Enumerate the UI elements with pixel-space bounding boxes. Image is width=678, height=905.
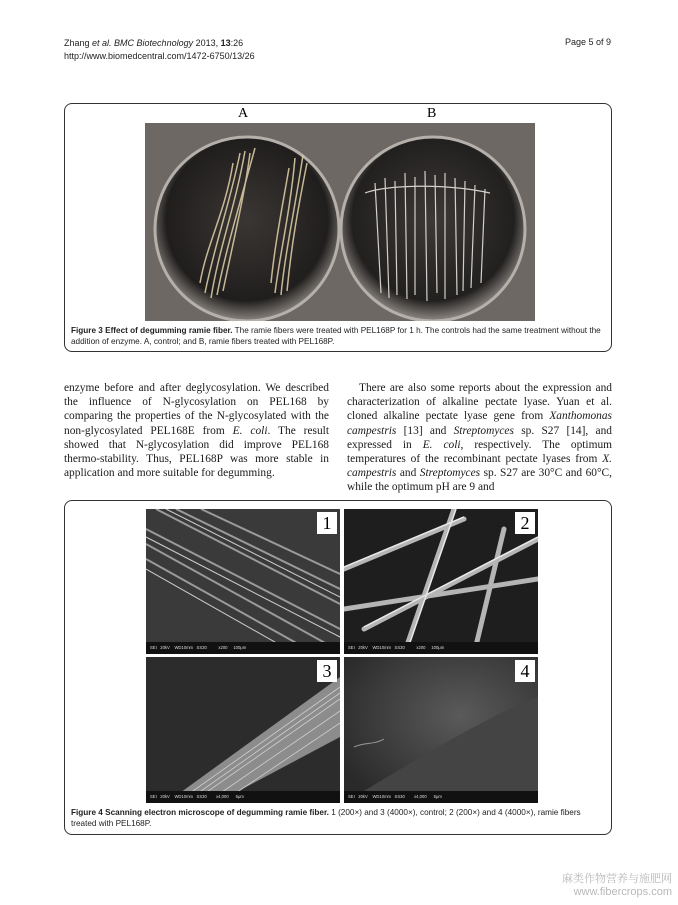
figure-3 — [64, 103, 612, 352]
body-column-left: enzyme before and after deglycosylation. We described the influence of N-glycosylation on PEL168 by comparing the properties of the N-glycosylated with the non-glycosylated PEL168E from E. coli. The result showed that N-glycosylation did improve PEL168 thermo-stability. Thus, PEL168P was more stable in application and more suitable for degumming. — [64, 382, 329, 480]
running-header — [64, 37, 255, 63]
sem-info-bar-4: SEI 20kV WD10mm SS30 x4,000 5μm — [344, 791, 538, 803]
panel-number-4: 4 — [515, 660, 535, 682]
panel-label-b: B — [427, 106, 437, 121]
panel-label-a: A — [238, 106, 249, 121]
sem-info-bar-3: SEI 20kV WD10mm SS30 x4,000 5μm — [146, 791, 340, 803]
petri-dish-photo — [145, 123, 535, 321]
panel-number-3: 3 — [317, 660, 337, 682]
figure-4-caption: Figure 4 Scanning electron microscope of degumming ramie fiber. 1 (200×) and 3 (4000×), control; 2 (200×) and 4 (4000×), ramie fibers treated with PEL168P. — [71, 808, 581, 828]
sem-info-bar-1: SEI 20kV WD10mm SS30 x200 100μm — [146, 642, 340, 654]
page-number: Page 5 of 9 — [564, 37, 611, 47]
sem-image-1 — [146, 509, 340, 654]
figure-3-caption: Figure 3 Effect of degumming ramie fiber. The ramie fibers were treated with PEL168P for 1 h. The controls had the same treatment without the addition of enzyme. A, control; and B, ramie fibers treated with PEL168P. — [71, 326, 601, 346]
sem-image-2 — [344, 509, 538, 654]
figure-4 — [64, 500, 612, 835]
sem-image-3 — [146, 657, 340, 803]
journal-citation: Zhang et al. BMC Biotechnology 2013, 13:26 — [64, 38, 244, 48]
article-url[interactable]: http://www.biomedcentral.com/1472-6750/13/26 — [64, 51, 255, 61]
panel-number-2: 2 — [515, 512, 535, 534]
sem-image-4 — [344, 657, 538, 803]
body-column-right: There are also some reports about the expression and characterization of alkaline pectate lyase. Yuan et al. cloned alkaline pectate lyase gene from Xanthomonas campestris [13] and Streptomyces sp. S27 [14], and expressed in E. coli, respectively. The optimum temperatures of the recombinant pectate lyases from X. campestris and Streptomyces sp. S27 are 30°C and 60°C, while the optimum pH are 9 and — [347, 382, 613, 494]
panel-number-1: 1 — [317, 512, 337, 534]
sem-info-bar-2: SEI 20kV WD10mm SS30 x200 100μm — [344, 642, 538, 654]
watermark: 麻类作物营养与施肥网 www.fibercrops.com — [562, 873, 672, 898]
